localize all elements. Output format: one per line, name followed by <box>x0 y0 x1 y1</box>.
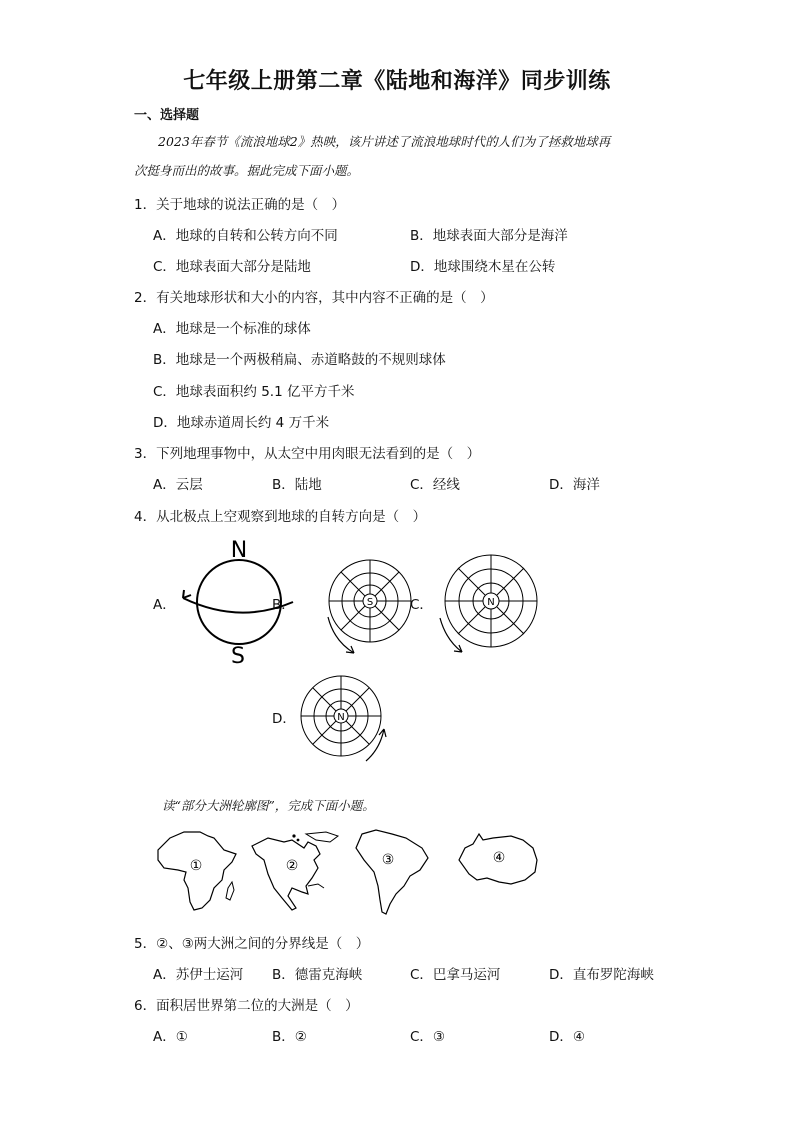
question-4-stem: 4．从北极点上空观察到地球的自转方向是（ ） <box>134 509 427 525</box>
continent-4-antarctica-outline <box>455 830 545 890</box>
question-1-stem: 1．关于地球的说法正确的是（ ） <box>134 197 346 213</box>
question-6-option-c[interactable]: C．③ <box>410 1029 446 1045</box>
question-2-option-c[interactable]: C．地球表面积约 5.1 亿平方千米 <box>153 384 355 400</box>
question-5-option-a[interactable]: A．苏伊士运河 <box>153 967 244 983</box>
question-3-stem: 3．下列地理事物中，从太空中用肉眼无法看到的是（ ） <box>134 446 481 462</box>
polar-d-pole-label: N <box>337 712 345 723</box>
section-heading: 一、选择题 <box>134 108 200 123</box>
question-2-option-d[interactable]: D．地球赤道周长约 4 万千米 <box>153 415 330 431</box>
equator-arc <box>183 598 293 613</box>
question-2-option-a[interactable]: A．地球是一个标准的球体 <box>153 321 311 337</box>
question-1-option-b[interactable]: B．地球表面大部分是海洋 <box>410 228 568 244</box>
continent-4-label: ④ <box>492 850 506 866</box>
question-2-option-b[interactable]: B．地球是一个两极稍扁、赤道略鼓的不规则球体 <box>153 352 446 368</box>
question-4-option-d[interactable]: D． <box>272 711 296 727</box>
question-6-stem: 6．面积居世界第二位的大洲是（ ） <box>134 998 359 1014</box>
question-6-option-b[interactable]: B．② <box>272 1029 307 1045</box>
globe-side-view-figure <box>175 535 300 670</box>
question-3-option-c[interactable]: C．经线 <box>410 477 460 493</box>
continent-2-north-america-outline <box>246 830 346 915</box>
question-6-option-a[interactable]: A．① <box>153 1029 188 1045</box>
question-5-option-b[interactable]: B．德雷克海峡 <box>272 967 363 983</box>
globe-south-label: S <box>231 644 245 669</box>
question-1-option-d[interactable]: D．地球围绕木星在公转 <box>410 259 556 275</box>
question-6-option-d[interactable]: D．④ <box>549 1029 585 1045</box>
polar-view-b-figure <box>324 557 420 657</box>
continent-1-africa-outline <box>150 826 250 914</box>
question-4-option-b[interactable]: B． <box>272 597 295 613</box>
continent-3-label: ③ <box>381 852 395 868</box>
intro-text-line-1: 2023年春节《流浪地球2》热映，该片讲述了流浪地球时代的人们为了拯救地球再 <box>158 134 611 149</box>
polar-b-pole-label: S <box>366 597 374 608</box>
question-3-option-b[interactable]: B．陆地 <box>272 477 322 493</box>
question-3-option-a[interactable]: A．云层 <box>153 477 203 493</box>
polar-c-pole-label: N <box>487 597 495 608</box>
question-5-stem: 5．②、③两大洲之间的分界线是（ ） <box>134 936 370 952</box>
polar-view-d-figure <box>298 673 388 768</box>
continent-3-south-america-outline <box>348 826 438 916</box>
continent-1-label: ① <box>189 858 203 874</box>
question-5-option-d[interactable]: D．直布罗陀海峡 <box>549 967 654 983</box>
globe-north-label: N <box>230 538 248 563</box>
question-1-option-c[interactable]: C．地球表面大部分是陆地 <box>153 259 311 275</box>
rotation-arrowhead <box>183 590 191 598</box>
question-3-option-d[interactable]: D．海洋 <box>549 477 600 493</box>
question-4-option-c[interactable]: C． <box>410 597 433 613</box>
page-title: 七年级上册第二章《陆地和海洋》同步训练 <box>183 69 611 94</box>
polar-view-c-figure <box>438 548 544 656</box>
globe-circle <box>197 560 281 644</box>
continent-2-label: ② <box>285 858 299 874</box>
polar-b-rotation-arrow <box>328 617 354 653</box>
question-2-stem: 2．有关地球形状和大小的内容，其中内容不正确的是（ ） <box>134 290 494 306</box>
continents-intro-text: 读“部分大洲轮廓图”，完成下面小题。 <box>162 798 375 813</box>
question-4-option-a[interactable]: A． <box>153 597 176 613</box>
intro-text-line-2: 次挺身而出的故事。据此完成下面小题。 <box>134 163 360 178</box>
question-5-option-c[interactable]: C．巴拿马运河 <box>410 967 501 983</box>
question-1-option-a[interactable]: A．地球的自转和公转方向不同 <box>153 228 338 244</box>
